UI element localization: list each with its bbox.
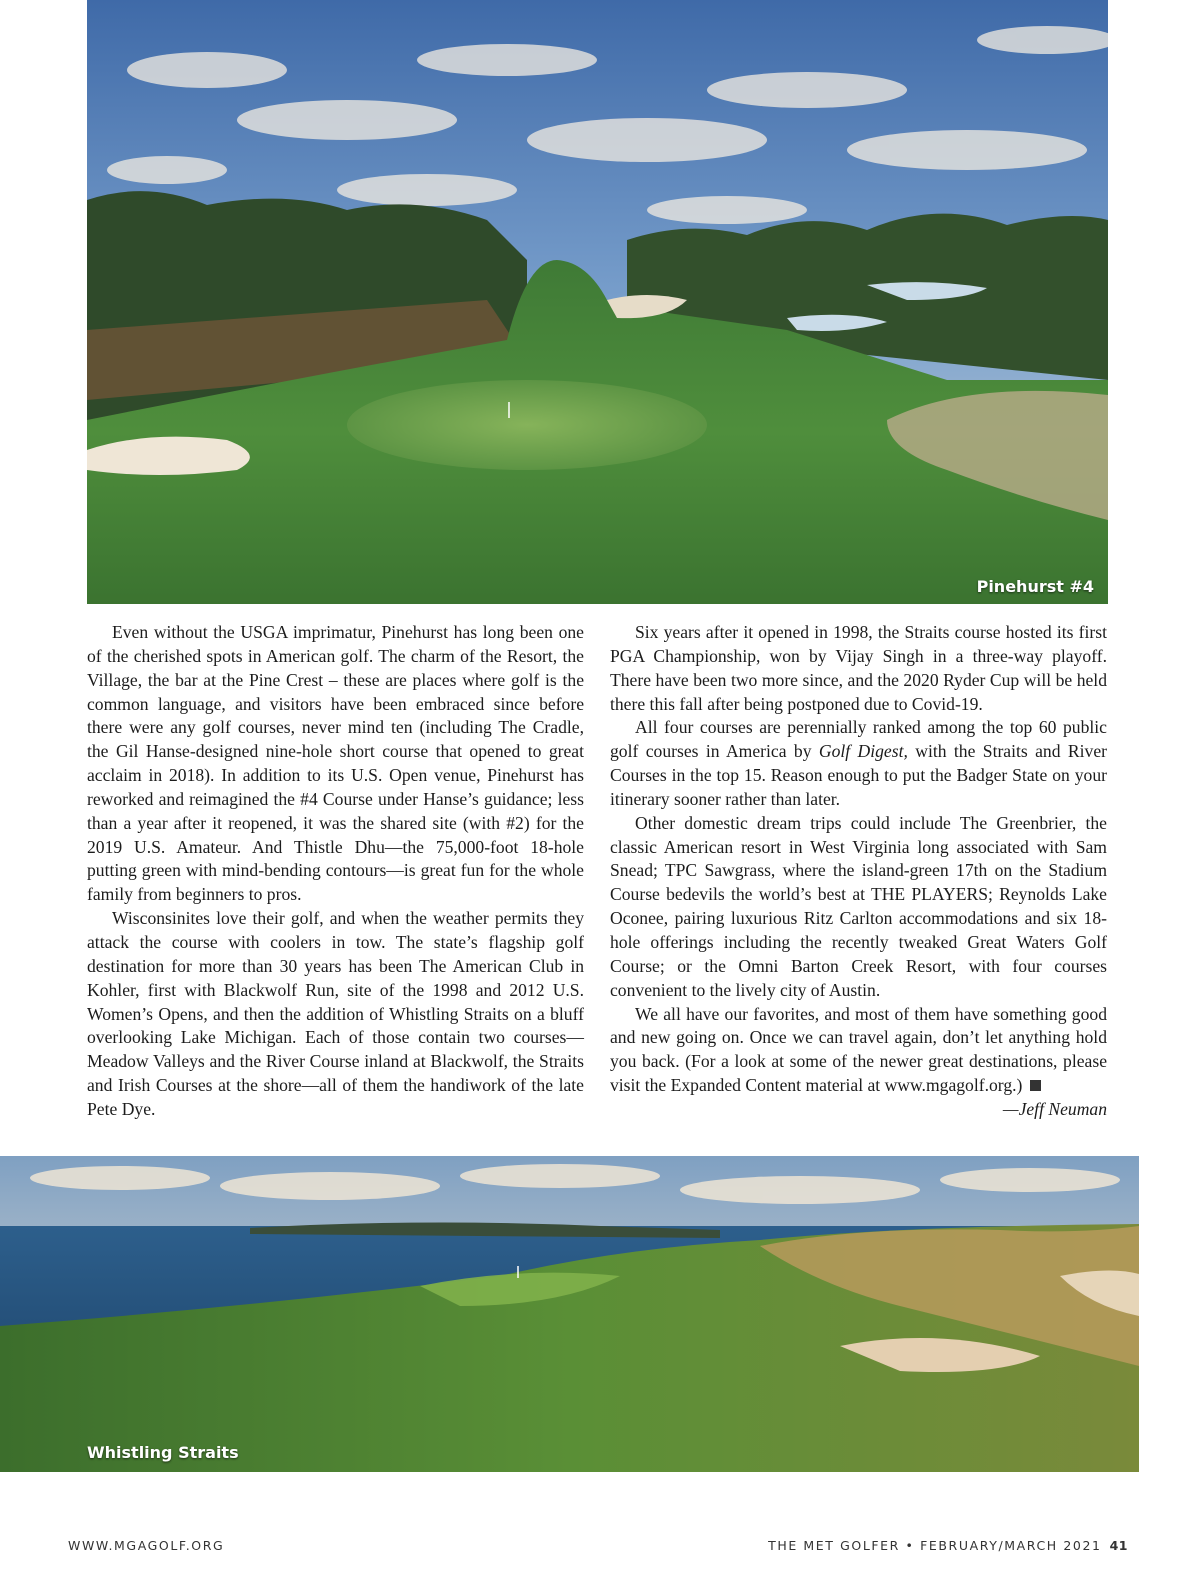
paragraph-straits-history: Six years after it opened in 1998, the Straits course hosted its first PGA Championship, won by Vijay Singh in a three-way playoff. There have been two more since, and the 2020 Ryder Cup will be held there this fall after being postponed due to Covid-19.	[610, 622, 1107, 714]
article-right-column	[610, 621, 1107, 1122]
favorites-text: We all have our favorites, and most of them have something good and new going on. Once we can travel again, don’t let anything hold you back. (For a look at some of the newer great destinations, please visit the Expanded Content material at www.mgagolf.org.)	[610, 1003, 1107, 1096]
whistling-straits-caption: Whistling Straits	[87, 1443, 239, 1462]
whistling-straits-photo	[0, 1156, 1139, 1472]
rankings-text-end: with the Straits and River Courses in the top 15. Reason enough to put the Badger State on your itinerary sooner rather than later.	[610, 741, 1107, 809]
pinehurst-photo	[87, 0, 1108, 604]
article-left-column	[87, 621, 584, 1122]
whistling-straits-landscape-illustration	[0, 1156, 1139, 1472]
footer-publication-title: THE MET GOLFER • FEBRUARY/MARCH 2021	[768, 1538, 1102, 1553]
paragraph-wisconsin: Wisconsinites love their golf, and when the weather permits they attack the course with coolers in tow. The state’s flagship golf destination for more than 30 years has been The American Club in Kohler, first with Blackwolf Run, site of the 1998 and 2012 U.S. Women’s Opens, and then the addition of Whistling Straits on a bluff overlooking Lake Michigan. Each of those contain two courses—Meadow Valleys and the River Course inland at Blackwolf, the Straits and Irish Courses at the shore—all of them the handiwork of the late Pete Dye.	[87, 908, 584, 1119]
pinehurst-landscape-illustration	[87, 0, 1108, 604]
paragraph-pinehurst: Even without the USGA imprimatur, Pinehurst has long been one of the cherished spots in American golf. The charm of the Resort, the Village, the bar at the Pine Crest – these are places where golf is the common language, and visitors have been embraced since before there were any golf courses, never mind ten (including The Cradle, the Gil Hanse-designed nine-hole short course that opened to great acclaim in 2018). In addition to its U.S. Open venue, Pinehurst has reworked and reimagined the #4 Course under Hanse’s guidance; less than a year after it reopened, it was the shared site (with #2) for the 2019 U.S. Amateur. And Thistle Dhu—the 75,000-foot 18-hole putting green with mind-bending contours—is great fun for the whole family from beginners to pros.	[87, 622, 584, 905]
pinehurst-caption: Pinehurst #4	[976, 577, 1094, 596]
golf-digest-title: Golf Digest,	[818, 741, 908, 762]
page-number: 41	[1109, 1538, 1128, 1553]
author-byline: —Jeff Neuman	[1002, 1098, 1107, 1119]
rankings-text-start: All four courses are perennially ranked among the top 60 public golf courses in America by	[610, 717, 1107, 762]
footer-publication	[768, 1538, 1128, 1553]
paragraph-dream-trips: Other domestic dream trips could include The Greenbrier, the classic American resort in West Virginia long associated with Sam Snead; TPC Sawgrass, where the island-green 17th on the Stadium Course bedevils the world’s best at THE PLAYERS; Reynolds Lake Oconee, pairing luxurious Ritz Carlton accommodations and six 18-hole offerings including the recently tweaked Great Waters Golf Course; or the Omni Barton Creek Resort, with four courses convenient to the lively city of Austin.	[610, 812, 1107, 1000]
paragraph-favorites	[610, 1003, 1107, 1098]
end-of-article-square-icon	[1030, 1080, 1041, 1091]
paragraph-rankings	[610, 716, 1107, 811]
footer-website: WWW.MGAGOLF.ORG	[68, 1538, 225, 1553]
